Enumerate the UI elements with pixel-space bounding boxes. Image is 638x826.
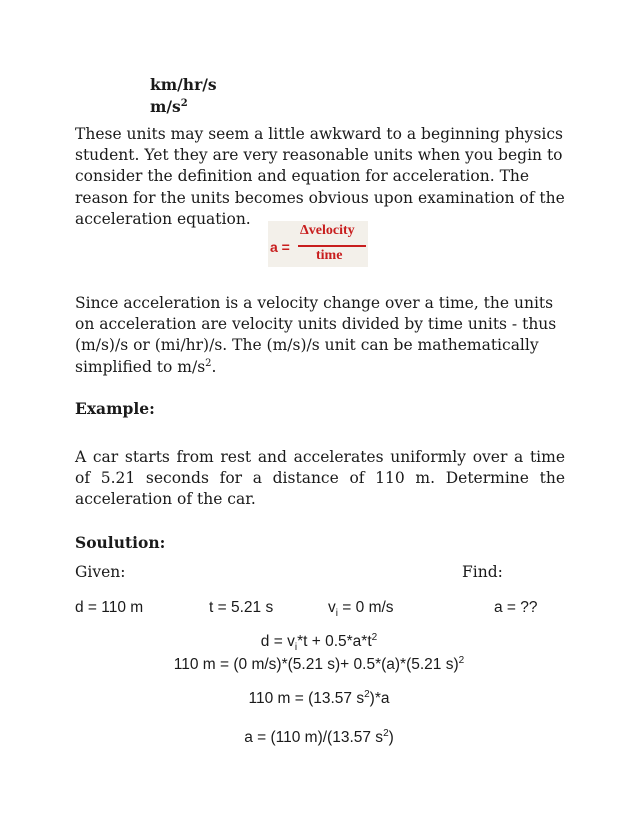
equation-substituted — [0, 656, 638, 674]
eq3-part-a: 110 m = (13.57 s — [248, 690, 365, 707]
intro-paragraph: These units may seem a little awkward to a beginning physics student. Yet they are very reasonable units when you begin to consider the definition and equation for acceleration. The reason for the units becomes obvious upon examination of the acceleration equation. — [75, 125, 565, 228]
unit-exponent: 2 — [180, 97, 188, 109]
eq3-exponent: 2 — [364, 688, 370, 700]
find-value: a = ?? — [494, 599, 538, 616]
eq3-part-b: )*a — [369, 690, 390, 707]
unit-base: m/s — [150, 97, 181, 116]
example-heading: Example: — [75, 399, 155, 418]
units-paragraph-tail: . — [211, 357, 217, 376]
vi-base: v — [328, 599, 336, 616]
formula-denominator: time — [316, 248, 343, 263]
equation-solved — [0, 729, 638, 747]
units-paragraph — [75, 293, 565, 378]
acceleration-formula — [268, 221, 368, 267]
vi-subscript: i — [335, 608, 338, 620]
solution-heading: Soulution: — [75, 533, 166, 552]
unit-km-hr-s: km/hr/s — [150, 75, 217, 94]
given-initial-velocity — [328, 599, 394, 620]
eq1-part-b: *t + 0.5*a*t — [297, 633, 372, 650]
formula-lhs: a = — [270, 239, 290, 255]
units-paragraph-text: Since acceleration is a velocity change over a time, the units on acceleration are velocity units divided by time units - thus (m/s)/s or (mi/hr)/s. The (m/s)/s unit can be mathematically simplified to m/s — [75, 294, 557, 376]
eq2-part-a: 110 m = (0 m/s)*(5.21 s)+ 0.5*(a)*(5.21 s) — [173, 656, 459, 673]
formula-numerator: Δvelocity — [300, 223, 355, 238]
eq2-exponent: 2 — [458, 654, 465, 666]
unit-m-s2 — [150, 97, 188, 116]
given-time: t = 5.21 s — [209, 599, 274, 616]
given-label: Given: — [75, 563, 126, 581]
eq1-exponent: 2 — [371, 631, 378, 643]
problem-paragraph: A car starts from rest and accelerates uniformly over a time of 5.21 seconds for a distance of 110 m. Determine the acceleration of the car. — [75, 448, 565, 509]
eq4-exponent: 2 — [383, 727, 389, 739]
eq1-subscript: i — [294, 642, 298, 654]
eq4-part-a: a = (110 m)/(13.57 s — [244, 729, 384, 746]
eq1-part-a: d = v — [260, 633, 295, 650]
vi-value: = 0 m/s — [337, 599, 394, 616]
equation-simplified — [0, 690, 638, 708]
formula-fraction-bar — [298, 245, 366, 247]
equation-kinematic — [0, 631, 638, 654]
units-paragraph-exponent: 2 — [205, 357, 212, 369]
eq4-part-b: ) — [388, 729, 394, 746]
find-label: Find: — [462, 563, 503, 581]
given-distance: d = 110 m — [75, 599, 144, 616]
